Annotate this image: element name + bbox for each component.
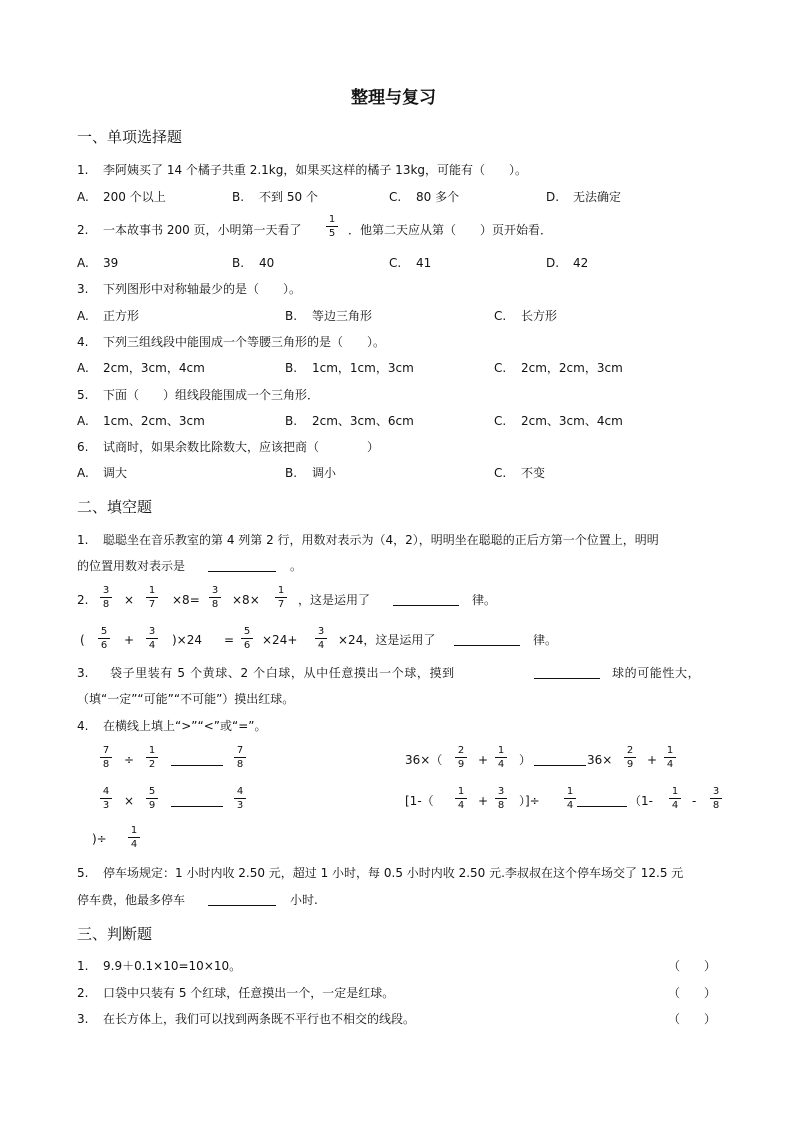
question-text: 停车费，他最多停车: [77, 893, 186, 907]
option-text: 正方形: [103, 309, 140, 323]
option-label: A.: [77, 414, 89, 428]
option-label: A.: [77, 190, 89, 204]
answer-paren[interactable]: （ ）: [668, 959, 717, 973]
question-text: 的位置用数对表示是: [77, 559, 186, 573]
answer-blank[interactable]: [534, 753, 586, 766]
section-heading-fill: 二、填空题: [77, 498, 153, 516]
question-number: 3.: [77, 1012, 89, 1026]
fraction: 2 9: [455, 745, 467, 770]
paren: ）: [519, 753, 532, 767]
option-label: B.: [285, 361, 298, 375]
page-title: 整理与复习: [351, 88, 436, 108]
operator: =: [224, 633, 235, 647]
fraction: 1 7: [275, 585, 287, 610]
fraction: 3 4: [146, 626, 158, 651]
option-label: A.: [77, 256, 89, 270]
fraction: 7 8: [100, 745, 112, 770]
option-label: C.: [389, 190, 402, 204]
option-label: A.: [77, 309, 89, 323]
question-text: （填“一定”“可能”“不可能”）摸出红球。: [77, 692, 295, 706]
answer-blank[interactable]: [577, 794, 627, 807]
option-text: 2cm、3cm、6cm: [312, 414, 414, 428]
option-text: 不变: [521, 466, 546, 480]
fraction: 1 4: [664, 745, 676, 770]
answer-blank[interactable]: [171, 794, 223, 807]
option-text: 1cm、2cm、3cm: [103, 414, 205, 428]
question-text: 小时.: [290, 893, 318, 907]
fraction: 3 8: [710, 786, 722, 811]
question-text: 口袋中只装有 5 个红球，任意摸出一个，一定是红球。: [103, 986, 395, 1000]
question-text: 在横线上填上“>”“<”或“=”。: [103, 719, 267, 733]
option-text: 2cm，2cm，3cm: [521, 361, 623, 375]
question-text: 聪聪坐在音乐教室的第 4 列第 2 行，用数对表示为（4，2），明明坐在聪聪的正后方第一个位置上，明明: [103, 533, 659, 547]
question-text: 袋子里装有 5 个黄球、2 个白球，从中任意摸出一个球，摸到: [110, 666, 455, 680]
fraction: 1 4: [669, 786, 681, 811]
operator: ×: [124, 794, 135, 808]
question-text: 李阿姨买了 14 个橘子共重 2.1kg，如果买这样的橘子 13kg，可能有（ ）。: [103, 163, 528, 177]
option-text: 调大: [103, 466, 128, 480]
option-label: C.: [494, 361, 507, 375]
option-label: D.: [546, 190, 560, 204]
expression-text: ×8×: [232, 593, 260, 607]
section-heading-choice: 一、单项选择题: [77, 128, 183, 146]
question-number: 3.: [77, 666, 89, 680]
question-text: 下列三组线段中能围成一个等腰三角形的是（ ）。: [103, 335, 386, 349]
option-label: B.: [232, 190, 245, 204]
question-text: 律。: [533, 633, 558, 647]
expression-text: ×8=: [172, 593, 200, 607]
answer-blank[interactable]: [534, 666, 600, 679]
fraction: 4 3: [100, 786, 112, 811]
operator: +: [124, 633, 135, 647]
operator: +: [647, 753, 658, 767]
option-label: A.: [77, 466, 89, 480]
expression-text: （1-: [629, 794, 653, 808]
punctuation: 。: [290, 559, 303, 573]
option-text: 2cm、3cm、4cm: [521, 414, 623, 428]
fraction: 1 5: [326, 214, 338, 239]
operator: +: [478, 794, 489, 808]
expression-text: 36×（: [405, 753, 443, 767]
option-label: B.: [232, 256, 245, 270]
question-number: 3.: [77, 282, 89, 296]
fraction: 5 9: [146, 786, 158, 811]
question-number: 2.: [77, 986, 89, 1000]
answer-blank[interactable]: [454, 633, 520, 646]
paren: (: [80, 633, 85, 647]
fraction: 1 4: [128, 825, 140, 850]
question-text: 下面（ ）组线段能围成一个三角形．: [103, 388, 320, 402]
answer-blank[interactable]: [208, 893, 276, 906]
expression-text: )÷: [92, 832, 107, 846]
option-label: C.: [494, 466, 507, 480]
option-label: C.: [389, 256, 402, 270]
option-text: 无法确定: [573, 190, 622, 204]
fraction: 1 4: [495, 745, 507, 770]
operator: ÷: [124, 753, 135, 767]
fraction: 1 4: [455, 786, 467, 811]
option-label: B.: [285, 466, 298, 480]
option-text: 2cm，3cm，4cm: [103, 361, 205, 375]
option-label: A.: [77, 361, 89, 375]
fraction: 3 8: [209, 585, 221, 610]
question-number: 1.: [77, 163, 89, 177]
question-number: 1.: [77, 533, 89, 547]
option-text: 200 个以上: [103, 190, 166, 204]
expression-text: [1-（: [405, 794, 434, 808]
operator: ×: [124, 593, 135, 607]
question-number: 2.: [77, 223, 89, 237]
question-number: 5.: [77, 866, 89, 880]
option-text: 不到 50 个: [259, 190, 318, 204]
question-text: 9.9＋0.1×10=10×10。: [103, 959, 242, 973]
option-label: D.: [546, 256, 560, 270]
option-text: 40: [259, 256, 275, 270]
expression-text: 36×: [587, 753, 613, 767]
answer-blank[interactable]: [208, 559, 276, 572]
fraction: 3 8: [495, 786, 507, 811]
question-text: 试商时，如果余数比除数大，应该把商（ ）: [103, 440, 380, 454]
question-text: 一本故事书 200 页，小明第一天看了: [103, 223, 302, 237]
question-text: 律。: [472, 593, 497, 607]
fraction: 1 2: [146, 745, 158, 770]
option-text: 1cm，1cm，3cm: [312, 361, 414, 375]
option-text: 80 多个: [416, 190, 460, 204]
fraction: 1 4: [564, 786, 576, 811]
operator: -: [692, 794, 697, 808]
question-text: ．他第二天应从第（ ）页开始看．: [348, 223, 553, 237]
fraction: 2 9: [624, 745, 636, 770]
fraction: 3 8: [100, 585, 112, 610]
question-text: 在长方体上，我们可以找到两条既不平行也不相交的线段。: [103, 1012, 416, 1026]
option-text: 39: [103, 256, 119, 270]
question-number: 4.: [77, 335, 89, 349]
answer-blank[interactable]: [393, 593, 459, 606]
option-text: 42: [573, 256, 589, 270]
answer-blank[interactable]: [171, 753, 223, 766]
option-text: 长方形: [521, 309, 558, 323]
expression-text: ×24+: [262, 633, 298, 647]
question-text: ，这是运用了: [298, 593, 371, 607]
question-number: 2.: [77, 593, 89, 607]
option-label: C.: [494, 414, 507, 428]
expression-text: ）]÷: [519, 794, 540, 808]
option-text: 41: [416, 256, 432, 270]
fraction: 5 6: [241, 626, 253, 651]
option-text: 调小: [312, 466, 337, 480]
question-number: 1.: [77, 959, 89, 973]
option-label: B.: [285, 414, 298, 428]
question-text: 球的可能性大，: [612, 666, 701, 680]
option-label: C.: [494, 309, 507, 323]
option-label: B.: [285, 309, 298, 323]
section-heading-judge: 三、判断题: [77, 925, 153, 943]
fraction: 4 3: [234, 786, 246, 811]
fraction: 7 8: [234, 745, 246, 770]
question-text: ×24，这是运用了: [338, 633, 436, 647]
fraction: 1 7: [146, 585, 158, 610]
answer-paren[interactable]: （ ）: [668, 1012, 717, 1026]
question-number: 6.: [77, 440, 89, 454]
option-text: 等边三角形: [312, 309, 373, 323]
expression-text: )×24: [172, 633, 203, 647]
fraction: 5 6: [98, 626, 110, 651]
answer-paren[interactable]: （ ）: [668, 986, 717, 1000]
question-number: 4.: [77, 719, 89, 733]
fraction: 3 4: [315, 626, 327, 651]
operator: +: [478, 753, 489, 767]
question-number: 5.: [77, 388, 89, 402]
question-text: 停车场规定：1 小时内收 2.50 元，超过 1 小时，每 0.5 小时内收 2.50 元.李叔叔在这个停车场交了 12.5 元: [103, 866, 684, 880]
question-text: 下列图形中对称轴最少的是（ ）。: [103, 282, 302, 296]
